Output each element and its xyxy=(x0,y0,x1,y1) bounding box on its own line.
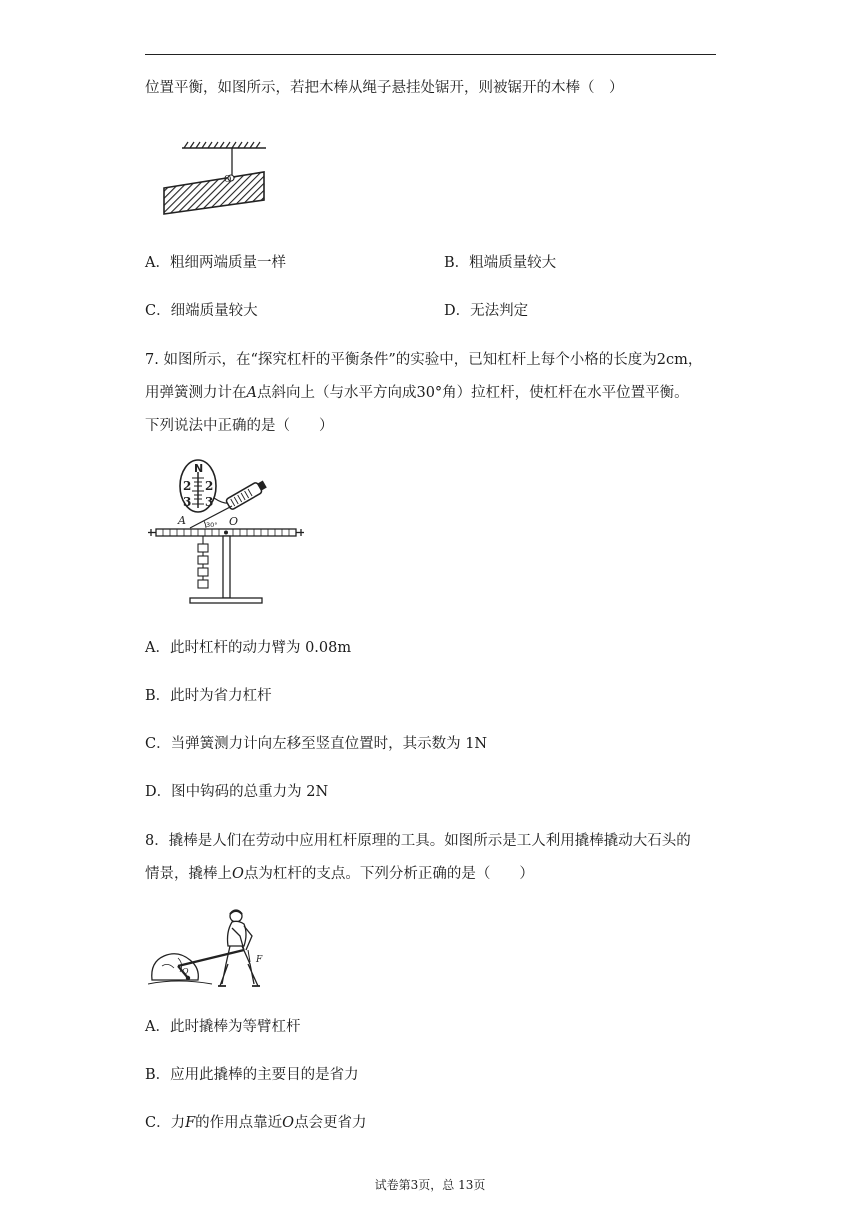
force-f-label: F xyxy=(256,955,263,965)
q7-stem-line1: 7. 如图所示，在“探究杠杆的平衡条件”的实验中，已知杠杆上每个小格的长度为2cm， xyxy=(145,352,703,368)
rock xyxy=(152,954,199,980)
angle-label: 30° xyxy=(206,521,218,529)
q8-option-a[interactable]: A．此时撬棒为等臂杠杆 xyxy=(145,1019,301,1035)
point-o-label: O xyxy=(224,175,232,185)
spring-scale xyxy=(225,479,267,510)
ceiling xyxy=(182,142,266,148)
var-f: F xyxy=(185,1115,196,1131)
q7-stem-line3: 下列说法中正确的是（ ） xyxy=(145,418,334,434)
scale-tick-3-right: 3 xyxy=(205,495,214,509)
q8-stem-line1: 8．撬棒是人们在劳动中应用杠杆原理的工具。如图所示是工人利用撬棒撬动大石头的 xyxy=(145,833,691,849)
q6-option-b[interactable]: B．粗端质量较大 xyxy=(444,255,557,271)
point-a-label: A xyxy=(178,514,186,527)
scale-tick-3-left: 3 xyxy=(183,495,192,509)
q7-option-a[interactable]: A．此时杠杆的动力臂为 0.08m xyxy=(145,640,352,656)
worker xyxy=(218,910,260,986)
q6-option-c[interactable]: C．细端质量较大 xyxy=(145,303,258,319)
q7-option-d[interactable]: D．图中钩码的总重力为 2N xyxy=(145,784,329,800)
point-o-label: O xyxy=(182,967,189,976)
q6-option-d[interactable]: D．无法判定 xyxy=(444,303,529,319)
var-a: A xyxy=(246,385,257,401)
var-o: O xyxy=(282,1115,295,1131)
point-o-label: O xyxy=(229,515,239,528)
scale-unit-n: N xyxy=(194,462,204,475)
q8-figure-crowbar-worker xyxy=(148,906,274,998)
q6-figure-hanging-stick xyxy=(160,138,272,236)
q6-option-a[interactable]: A．粗细两端质量一样 xyxy=(145,255,286,271)
q7-option-c[interactable]: C．当弹簧测力计向左移至竖直位置时，其示数为 1N xyxy=(145,736,488,752)
var-o: O xyxy=(232,866,244,882)
pivot-o xyxy=(186,976,190,980)
q7-option-b[interactable]: B．此时为省力杠杆 xyxy=(145,688,272,704)
q7-stem-line2: 用弹簧测力计在A点斜向上（与水平方向成30°角）拉杠杆，使杠杆在水平位置平衡。 xyxy=(145,385,689,401)
scale-tick-2-left: 2 xyxy=(183,479,192,493)
q6-stem: 位置平衡，如图所示，若把木棒从绳子悬挂处锯开，则被锯开的木棒（ ） xyxy=(145,80,624,96)
header-rule xyxy=(145,54,716,55)
q7-figure-lever-experiment xyxy=(146,458,308,608)
scale-tick-2-right: 2 xyxy=(205,479,214,493)
pivot-o xyxy=(224,531,228,535)
q8-option-c[interactable]: C．力F的作用点靠近O点会更省力 xyxy=(145,1115,367,1131)
page-footer: 试卷第3页，总 13页 xyxy=(374,1178,486,1192)
q8-stem-line2: 情景，撬棒上O点为杠杆的支点。下列分析正确的是（ ） xyxy=(145,866,534,882)
hook-weights xyxy=(198,536,208,588)
wood-stick xyxy=(164,172,264,214)
q8-option-b[interactable]: B．应用此撬棒的主要目的是省力 xyxy=(145,1067,359,1083)
